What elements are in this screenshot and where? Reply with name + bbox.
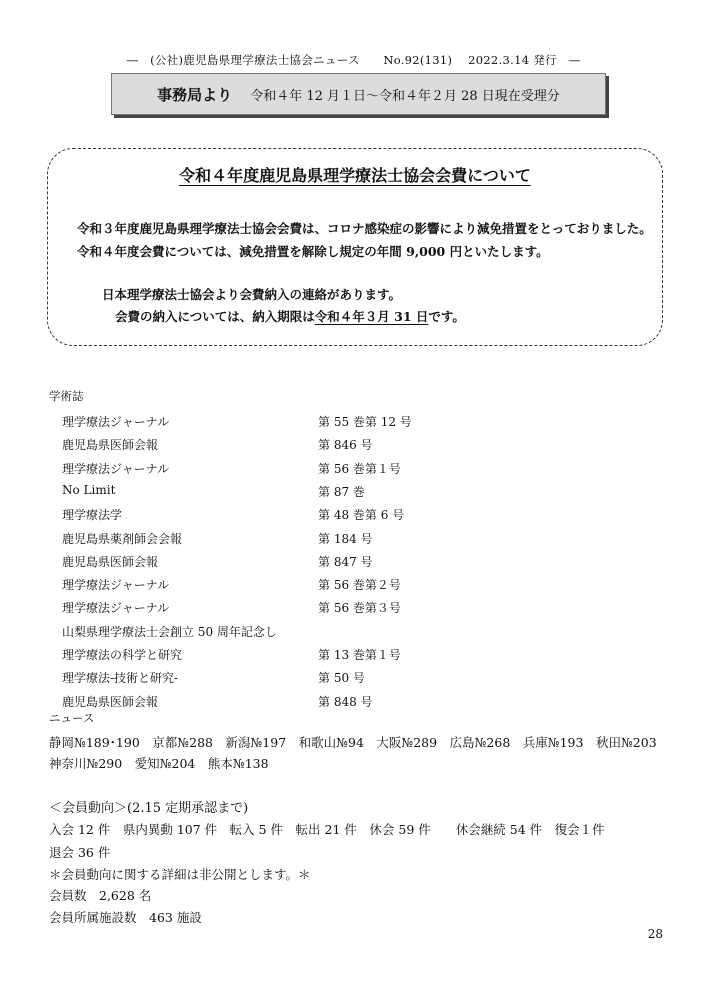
- members-heading: ＜会員動向＞(2.15 定期承認まで): [49, 801, 249, 816]
- journal-name: 鹿児島県医師会報: [62, 438, 159, 453]
- fee-paragraph-1: 令和３年度鹿児島県理学療法士協会会費は、コロナ感染症の影響により減免措置をとっておりました。: [77, 221, 652, 236]
- fee-paragraph-3: 日本理学療法士協会より会費納入の連絡があります。: [102, 287, 402, 302]
- news-label: ニュース: [49, 711, 95, 725]
- journal-name: 理学療法ジャーナル: [62, 415, 170, 429]
- journal-name: 理学療法ジャーナル: [62, 578, 170, 593]
- fee-deadline-suffix: です。: [428, 309, 465, 324]
- page-number: 28: [647, 927, 663, 941]
- journal-issue: 第 184 号: [318, 531, 373, 546]
- members-line-1: 入会 12 件 県内異動 107 件 転入 5 件 転出 21 件 休会 59 件 休会継続 54 件 復会１件: [49, 822, 605, 837]
- news-line-2: 神奈川№290 愛知№204 熊本№138: [49, 756, 269, 771]
- fee-paragraph-4: [115, 307, 465, 325]
- journal-name: 理学療法ジャーナル: [62, 461, 170, 476]
- journals-label: 学術誌: [49, 389, 84, 403]
- journal-name: 理学療法の科学と研究: [62, 648, 183, 662]
- journal-issue: 第 56 巻第３号: [318, 601, 401, 616]
- fee-notice-title: 令和４年度鹿児島県理学療法士協会会費について: [179, 166, 531, 185]
- journal-issue: 第 13 巻第１号: [318, 648, 401, 662]
- journal-name: 鹿児島県医師会報: [62, 694, 159, 709]
- news-line-1: 静岡№189･190 京都№288 新潟№197 和歌山№94 大阪№289 広島№268 兵庫№193 秋田№203: [49, 735, 657, 750]
- journal-issue: 第 846 号: [318, 438, 373, 453]
- fee-notice-box: [47, 148, 663, 346]
- journal-issue: 第 56 巻第２号: [318, 578, 401, 593]
- office-title: 事務局より: [157, 85, 233, 104]
- members-notice: ＊会員動向に関する詳細は非公開とします。＊: [49, 867, 311, 882]
- journal-issue: 第 847 号: [318, 554, 373, 569]
- fee-deadline-prefix: 会費の納入については、納入期限は: [115, 309, 315, 324]
- journal-issue: 第 55 巻第 12 号: [318, 415, 412, 429]
- journal-name: 理学療法-技術と研究-: [62, 671, 179, 686]
- fee-paragraph-2: 令和４年度会費については、減免措置を解除し規定の年間 9,000 円といたします。: [77, 244, 549, 259]
- members-line-2: 退会 36 件: [49, 845, 111, 860]
- newsletter-header: ― (公社)鹿児島県理学療法士協会ニュース No.92(131) 2022.3.14 発行 ―: [126, 53, 581, 67]
- journal-name: 山梨県理学療法士会創立 50 周年記念し: [62, 624, 277, 639]
- journal-name: No Limit: [62, 482, 116, 497]
- journal-issue: 第 48 巻第 6 号: [318, 508, 405, 523]
- journal-name: 理学療法学: [62, 508, 123, 523]
- journal-name: 理学療法ジャーナル: [62, 601, 170, 616]
- journal-issue: 第 56 巻第１号: [318, 461, 401, 476]
- journal-issue: 第 848 号: [318, 694, 373, 709]
- fee-deadline-date: 令和４年３月 31 日: [314, 309, 429, 324]
- journal-name: 鹿児島県医師会報: [62, 554, 159, 569]
- journal-name: 鹿児島県薬剤師会会報: [62, 531, 183, 546]
- journal-issue: 第 87 巻: [318, 484, 365, 499]
- office-banner: [111, 73, 606, 115]
- journal-issue: 第 50 号: [318, 671, 365, 686]
- facility-count: 会員所属施設数 463 施設: [49, 910, 202, 925]
- office-period: 令和４年 12 月１日～令和４年２月 28 日現在受理分: [250, 88, 560, 104]
- members-count: 会員数 2,628 名: [49, 888, 152, 903]
